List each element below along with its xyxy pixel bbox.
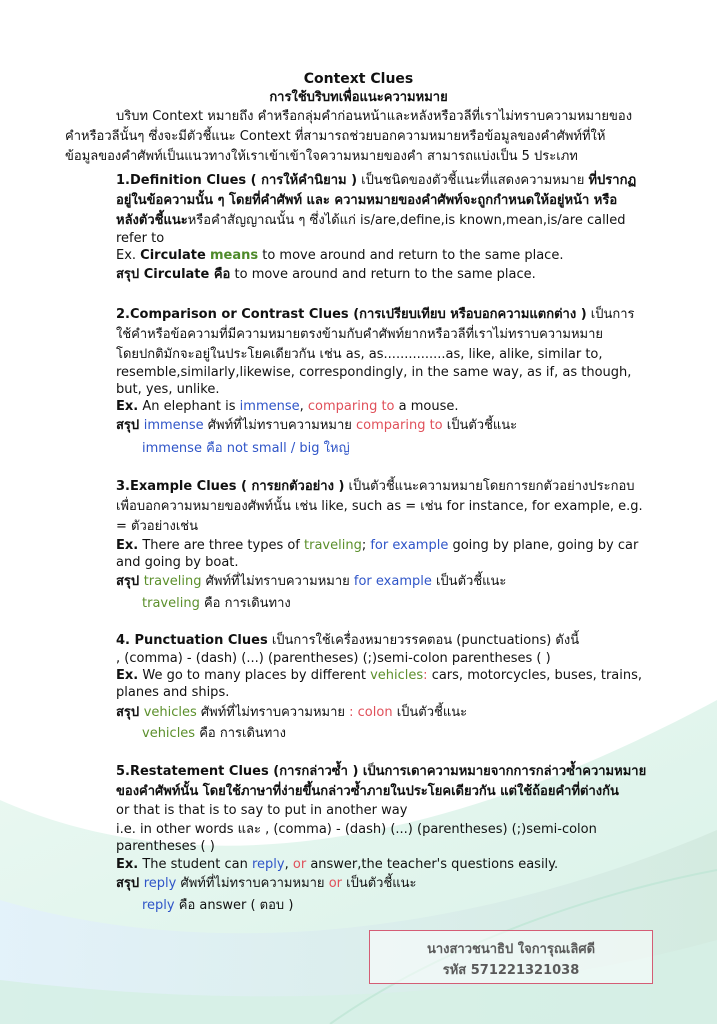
s4-ex-c: cars, motorcycles, buses, trains, xyxy=(427,668,643,683)
s5-meaning-rest: คือ answer ( ตอบ ) xyxy=(174,898,294,913)
s4-sum-clue: : colon xyxy=(349,705,393,720)
s4-ex-a: We go to many places by different xyxy=(138,668,371,683)
s2-ex-a: An elephant is xyxy=(138,399,240,414)
s1-desc-bold: ที่ปรากฏ xyxy=(588,173,637,188)
s2-sum-clue: comparing to xyxy=(356,418,443,433)
signature-box xyxy=(369,930,653,984)
s2-line-3: โดยปกติมักจะอยู่ในประโยคเดียวกัน เช่น as, as...............as, like, alike, similar to, xyxy=(116,347,603,362)
s5-sum-word: reply xyxy=(143,876,177,891)
s3-sum-end: เป็นตัวชี้แนะ xyxy=(431,574,507,589)
subtitle: การใช้บริบทเพื่อแนะความหมาย xyxy=(269,90,448,105)
s5-line-2: ของคำศัพท์นั้น โดยใช้ภาษาที่ง่ายขึ้นกล่าวซ้ำภายในประโยคเดียวกัน แต่ใช้ถ้อยคำที่ต่างกัน xyxy=(116,784,619,799)
s5-ex-prefix: Ex. xyxy=(116,857,139,872)
s1-summary xyxy=(116,266,536,284)
s2-ex-clue: comparing to xyxy=(307,399,395,414)
s1-line-3-rest: หรือคำสัญญาณนั้น ๆ ซึ่งได้แก่ is/are,define,is known,mean,is/are called xyxy=(187,213,626,228)
s4-ex-clue: : xyxy=(423,668,428,683)
s1-sum-word: Circulate คือ xyxy=(143,267,231,282)
s5-title: 5.Restatement Clues (การกล่าวซ้ำ ) xyxy=(116,764,359,779)
s3-summary xyxy=(116,573,506,591)
s2-heading xyxy=(116,306,635,324)
s5-ex-b: , xyxy=(284,857,293,872)
s1-sum-prefix: สรุป xyxy=(116,267,144,282)
intro-line-1: บริบท Context หมายถึง คำหรือกลุ่มคำก่อนหน้าและหลังหรือวลีที่เราไม่ทราบความหมายของ xyxy=(116,109,633,124)
s3-ex-c: going by plane, going by car xyxy=(448,538,639,553)
s1-line-2: อยู่ในข้อความนั้น ๆ โดยที่คำศัพท์ และ ความหมายของคำศัพท์จะถูกกำหนดให้อยู่หน้า หรือ xyxy=(116,193,618,208)
s4-ex-word: vehicles xyxy=(370,668,424,683)
s5-ex-word: reply xyxy=(251,857,285,872)
s1-line-4: refer to xyxy=(116,231,165,246)
s1-sum-rest: to move around and return to the same place. xyxy=(230,267,536,282)
s3-sum-clue: for example xyxy=(353,574,432,589)
s3-sum-word: traveling xyxy=(143,574,202,589)
s3-ex-b: ; xyxy=(361,538,371,553)
s5-example xyxy=(116,856,558,874)
s3-ex-word: traveling xyxy=(304,538,362,553)
s1-ex-clue: means xyxy=(209,248,259,263)
s5-ex-a: The student can xyxy=(138,857,252,872)
s2-title: 2.Comparison or Contrast Clues (การเปรียบเทียบ หรือบอกความแตกต่าง ) xyxy=(116,307,587,322)
s5-sum-clue: or xyxy=(328,876,342,891)
s4-meaning xyxy=(142,725,286,743)
s3-ex-a: There are three types of xyxy=(138,538,305,553)
s5-desc: เป็นการเดาความหมายจากการกล่าวซ้ำความหมาย xyxy=(358,764,647,779)
s2-summary xyxy=(116,417,517,435)
s2-sum-end: เป็นตัวชี้แนะ xyxy=(442,418,518,433)
s3-meaning xyxy=(142,595,291,613)
s4-sum-end: เป็นตัวชี้แนะ xyxy=(392,705,468,720)
s3-line-3: = ตัวอย่างเช่น xyxy=(116,519,198,534)
s3-desc: เป็นตัวชี้แนะความหมายโดยการยกตัวอย่างประกอบ xyxy=(344,479,635,494)
s3-meaning-rest: คือ การเดินทาง xyxy=(199,596,291,611)
s2-meaning: immense คือ not small / big ใหญ่ xyxy=(142,441,350,456)
s2-desc: เป็นการ xyxy=(586,307,635,322)
student-id: รหัส 571221321038 xyxy=(442,963,580,978)
s2-line-5: but, yes, unlike. xyxy=(116,382,220,397)
s4-sum-prefix: สรุป xyxy=(116,705,144,720)
s3-ex-prefix: Ex. xyxy=(116,538,139,553)
s1-ex-rest: to move around and return to the same place. xyxy=(258,248,564,263)
s3-line-2: เพื่อบอกความหมายของศัพท์นั้น เช่น like, such as = เช่น for instance, for example, e.g. xyxy=(116,499,643,514)
s3-title: 3.Example Clues ( การยกตัวอย่าง ) xyxy=(116,479,345,494)
s2-ex-word: immense xyxy=(239,399,300,414)
s3-meaning-word: traveling xyxy=(142,596,200,611)
s1-line-3-bold: หลังตัวชี้แนะ xyxy=(116,213,188,228)
s2-ex-prefix: Ex. xyxy=(116,399,139,414)
s5-sum-end: เป็นตัวชี้แนะ xyxy=(342,876,417,891)
intro-line-3: ข้อมูลของคำศัพท์เป็นแนวทางให้เราเข้าเข้าใจความหมายของคำ สามารถแบ่งเป็น 5 ประเภท xyxy=(65,149,578,164)
s3-sum-prefix: สรุป xyxy=(116,574,144,589)
s2-sum-prefix: สรุป xyxy=(116,418,144,433)
s2-sum-word: immense xyxy=(143,418,204,433)
s3-example xyxy=(116,537,638,555)
s5-line-4: i.e. in other words และ , (comma) - (dash) (...) (parentheses) (;)semi-colon xyxy=(116,822,597,837)
s2-sum-mid: ศัพท์ที่ไม่ทราบความหมาย xyxy=(203,418,357,433)
s3-heading xyxy=(116,478,635,496)
s2-ex-c: a mouse. xyxy=(394,399,459,414)
author-name: นางสาวชนาธิป ใจการุณเลิศดี xyxy=(426,942,596,957)
s5-ex-clue: or xyxy=(292,857,307,872)
s2-line-2: ใช้คำหรือข้อความที่มีความหมายตรงข้ามกับคำศัพท์ยากหรือวลีที่เราไม่ทราบความหมาย xyxy=(116,327,604,342)
s3-example-line-2: and going by boat. xyxy=(116,555,239,570)
s4-title: 4. Punctuation Clues xyxy=(116,633,268,648)
s5-heading xyxy=(116,763,646,781)
s4-ex-prefix: Ex. xyxy=(116,668,139,683)
s1-desc: เป็นชนิดของตัวชี้แนะที่แสดงความหมาย xyxy=(357,173,589,188)
s5-sum-mid: ศัพท์ที่ไม่ทราบความหมาย xyxy=(176,876,329,891)
s5-ex-c: answer,the teacher's questions easily. xyxy=(306,857,559,872)
s1-ex-word: Circulate xyxy=(140,248,206,263)
s2-ex-b: , xyxy=(299,399,308,414)
s4-example xyxy=(116,667,642,685)
s4-sum-word: vehicles xyxy=(143,705,197,720)
s4-sum-mid: ศัพท์ที่ไม่ทราบความหมาย xyxy=(196,705,350,720)
s1-example xyxy=(116,247,563,265)
s1-title: 1.Definition Clues ( การให้คำนิยาม ) xyxy=(116,173,358,188)
s1-line-3 xyxy=(116,212,626,230)
s2-line-4: resemble,similarly,likewise, correspondingly, in the same way, as if, as though, xyxy=(116,365,632,380)
s5-line-3: or that is that is to say to put in another way xyxy=(116,803,408,818)
s4-example-line-2: planes and ships. xyxy=(116,685,230,700)
s1-heading xyxy=(116,172,636,190)
s4-meaning-word: vehicles xyxy=(142,726,196,741)
title: Context Clues xyxy=(303,71,414,87)
s4-heading xyxy=(116,632,579,650)
s2-example xyxy=(116,398,459,416)
s4-meaning-rest: คือ การเดินทาง xyxy=(195,726,286,741)
s5-summary xyxy=(116,875,417,893)
s1-ex-prefix: Ex. xyxy=(116,248,141,263)
s3-ex-clue: for example xyxy=(370,538,449,553)
intro-line-2: คำหรือวลีนั้นๆ ซึ่งจะมีตัวชี้แนะ Context ที่สามารถช่วยบอกความหมายหรือข้อมูลของคำศัพท์ที่ให้ xyxy=(65,129,606,144)
s5-line-5: parentheses ( ) xyxy=(116,839,215,854)
s3-sum-mid: ศัพท์ที่ไม่ทราบความหมาย xyxy=(201,574,354,589)
s5-sum-prefix: สรุป xyxy=(116,876,144,891)
s5-meaning xyxy=(142,897,293,915)
s4-desc: เป็นการใช้เครื่องหมายวรรคตอน (punctuations) ดังนี้ xyxy=(267,633,580,648)
s4-punctuation-list: , (comma) - (dash) (...) (parentheses) (;)semi-colon parentheses ( ) xyxy=(116,651,551,666)
s5-meaning-word: reply xyxy=(142,898,175,913)
s4-summary xyxy=(116,704,467,722)
